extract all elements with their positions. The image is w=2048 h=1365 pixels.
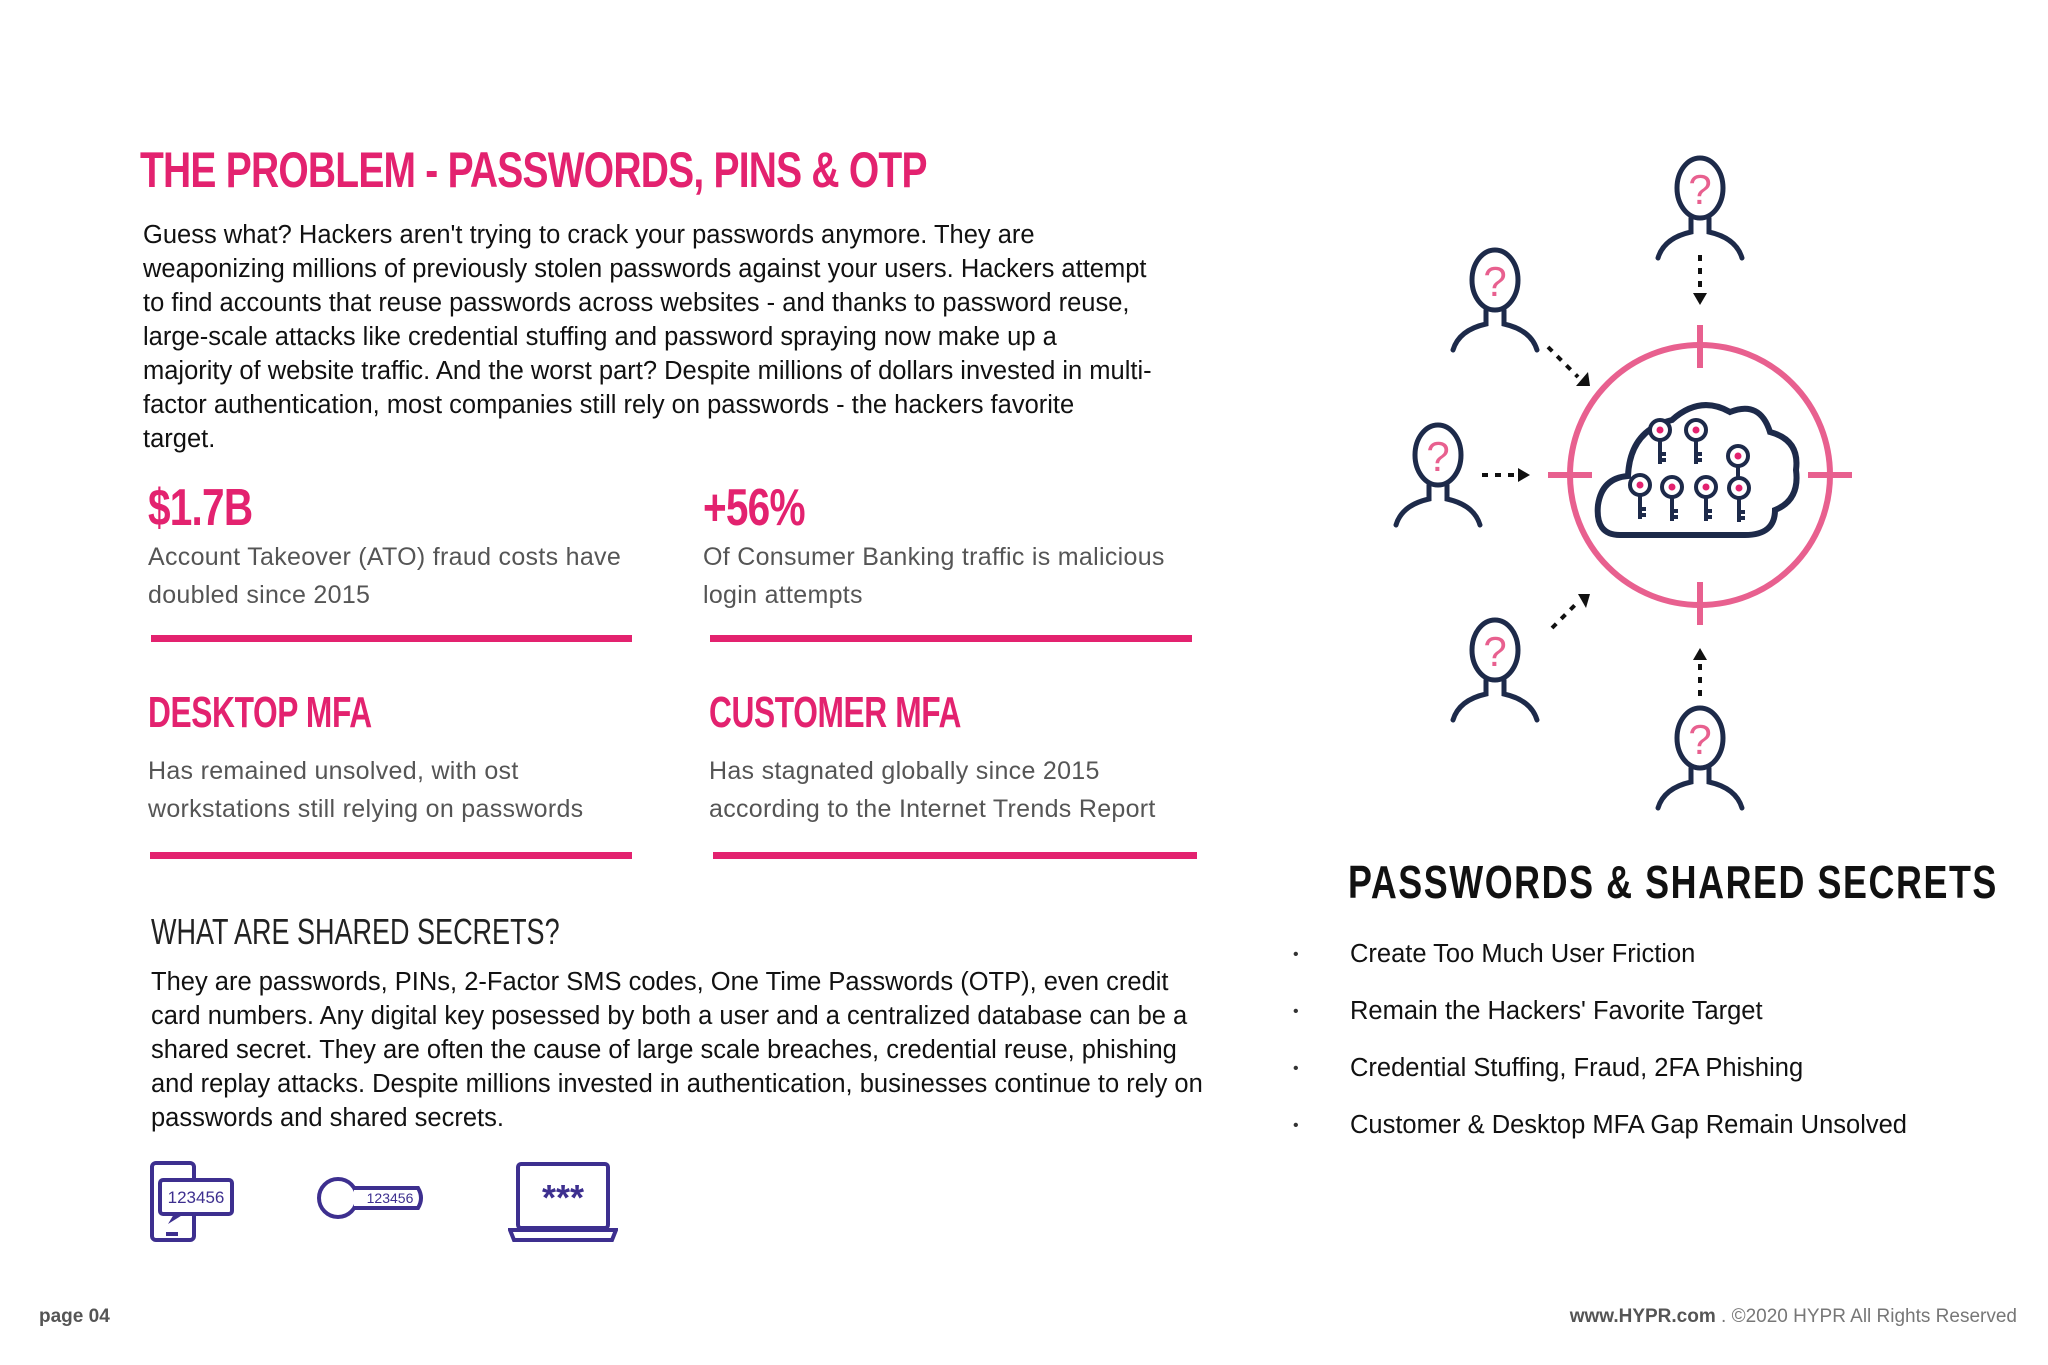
key-code-icon	[316, 1172, 428, 1224]
divider	[150, 852, 632, 859]
phone-code-text: 123456	[167, 1188, 225, 1207]
stat-desc-line1: Of Consumer Banking traffic is malicious	[703, 543, 1165, 571]
customer-mfa	[709, 686, 1269, 828]
stat-value: $1.7B	[148, 479, 253, 537]
mfa-desc-line2: workstations still relying on passwords	[148, 795, 584, 823]
mfa-desc-line1: Has stagnated globally since 2015	[709, 757, 1100, 785]
footer-copyright	[1570, 1306, 2017, 1328]
phone-code-icon	[148, 1160, 238, 1244]
mfa-desc-line1: Has remained unsolved, with ost	[148, 757, 519, 785]
shared-secrets-heading: WHAT ARE SHARED SECRETS?	[151, 911, 560, 952]
svg-text:?: ?	[1688, 166, 1712, 213]
hacker-bottom-icon	[1658, 708, 1742, 808]
svg-text:?: ?	[1483, 258, 1507, 305]
desktop-mfa	[148, 686, 708, 828]
list-item: • Credential Stuffing, Fraud, 2FA Phishing	[1290, 1040, 1907, 1097]
laptop-password-icon	[508, 1160, 618, 1244]
shared-secrets-body: They are passwords, PINs, 2-Factor SMS codes, One Time Passwords (OTP), even credit card numbers. Any digital key posessed by both a user and a centralized database can be a shared secret. They are often the cause of large scale breaches, credential reuse, phishing and replay attacks. Despite millions invested in authentication, businesses continue to rely on passwords and shared secrets.	[151, 968, 1203, 1132]
bullet-icon: •	[1293, 1060, 1299, 1077]
stat-desc-line2: login attempts	[703, 581, 863, 609]
divider	[151, 635, 632, 642]
key-code-text: 123456	[366, 1190, 414, 1206]
hacker-lower-left-icon	[1453, 620, 1537, 720]
hacker-target-illustration	[1370, 150, 1890, 820]
intro-paragraph: Guess what? Hackers aren't trying to crack your passwords anymore. They are weaponizing millions of previously stolen passwords against your users. Hackers attempt to find accounts that reuse passwords across websites - and thanks to password reuse, large-scale attacks like credential stuffing and password spraying now make up a majority of website traffic. And the worst part? Despite millions of dollars invested in multi-factor authentication, most companies still rely on passwords - the hackers favorite target.	[143, 221, 1152, 453]
stat-ato	[148, 478, 708, 614]
bullet-icon: •	[1293, 1003, 1299, 1020]
list-item: • Remain the Hackers' Favorite Target	[1290, 983, 1907, 1040]
hacker-left-icon	[1396, 425, 1480, 525]
svg-text:?: ?	[1483, 628, 1507, 675]
stat-banking	[703, 478, 1263, 614]
stat-value: +56%	[703, 479, 805, 537]
page-number: page 04	[39, 1306, 110, 1327]
copyright-text: . ©2020 HYPR All Rights Reserved	[1715, 1306, 2017, 1327]
svg-text:?: ?	[1688, 716, 1712, 763]
passwords-heading: PASSWORDS & SHARED SECRETS	[1348, 856, 1998, 908]
mfa-desc-line2: according to the Internet Trends Report	[709, 795, 1156, 823]
svg-text:?: ?	[1426, 433, 1450, 480]
bullet-icon: •	[1293, 1117, 1299, 1134]
mfa-heading: CUSTOMER MFA	[709, 688, 962, 737]
stat-desc-line2: doubled since 2015	[148, 581, 371, 609]
footer-site-link[interactable]: www.HYPR.com	[1569, 1306, 1716, 1327]
laptop-mask-text: ***	[541, 1177, 585, 1218]
page-title: THE PROBLEM - PASSWORDS, PINS & OTP	[140, 142, 927, 198]
list-item: • Customer & Desktop MFA Gap Remain Unsolved	[1290, 1097, 1907, 1154]
passwords-list	[1290, 926, 1907, 1154]
hacker-upper-left-icon	[1453, 250, 1537, 350]
divider	[710, 635, 1192, 642]
mfa-heading: DESKTOP MFA	[148, 688, 372, 737]
stat-desc-line1: Account Takeover (ATO) fraud costs have	[148, 543, 622, 571]
divider	[713, 852, 1197, 859]
hacker-top-icon	[1658, 158, 1742, 258]
bullet-icon: •	[1293, 946, 1299, 963]
list-item: • Create Too Much User Friction	[1290, 926, 1907, 983]
